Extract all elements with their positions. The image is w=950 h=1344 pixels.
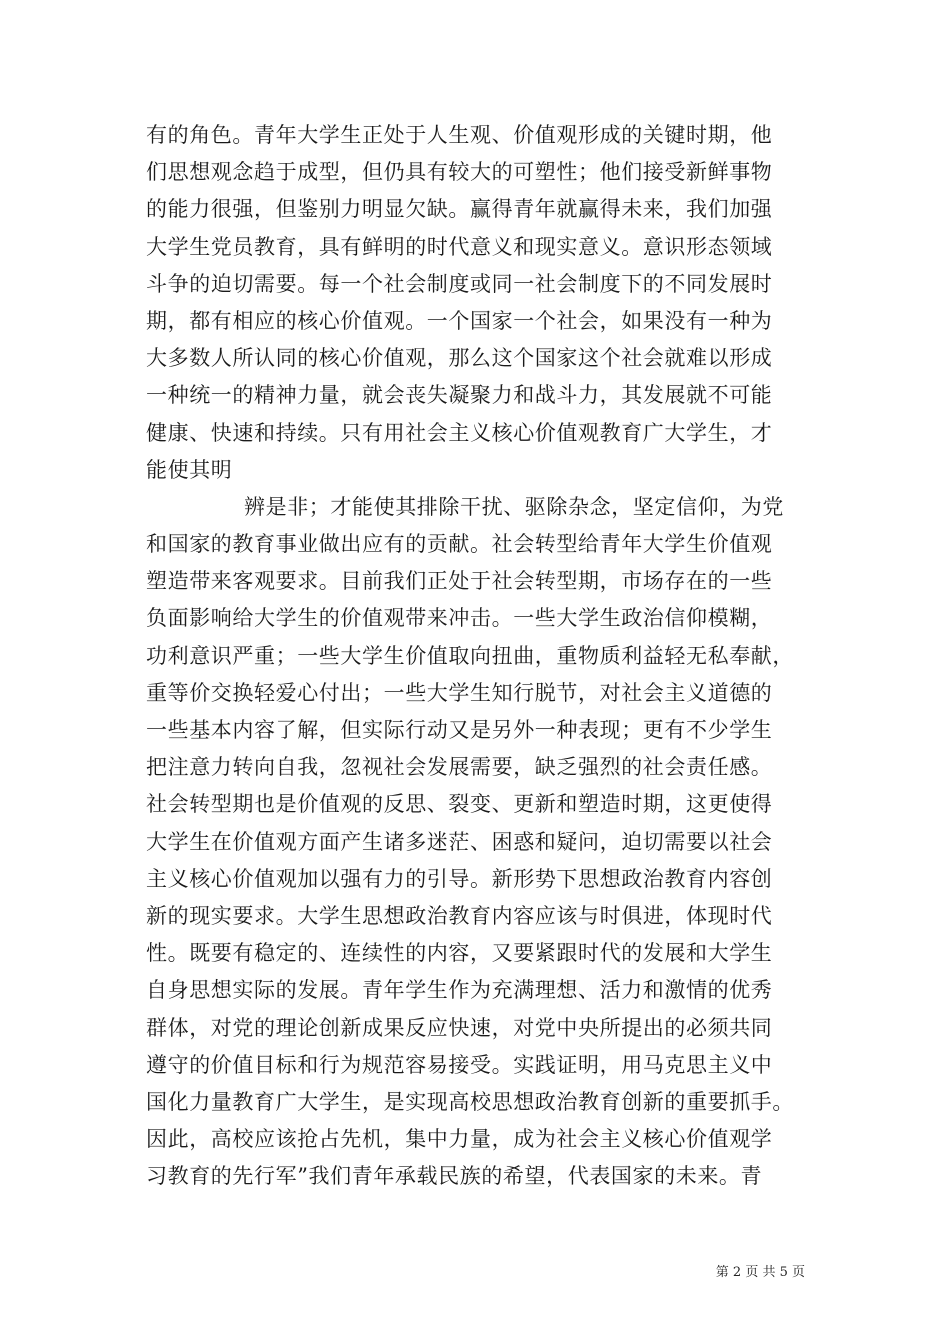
- text-line: 国化力量教育广大学生，是实现高校思想政治教育创新的重要抓手。: [146, 1089, 794, 1114]
- text-line: 社会转型期也是价值观的反思、裂变、更新和塑造时期，这更使得: [146, 792, 773, 817]
- text-line: 健康、快速和持续。只有用社会主义核心价值观教育广大学生，才: [146, 420, 773, 445]
- text-line: 塑造带来客观要求。目前我们正处于社会转型期，市场存在的一些: [146, 569, 773, 594]
- page-number-footer: 第 2 页 共 5 页: [715, 1265, 805, 1280]
- text-line: 能使其明: [146, 457, 233, 482]
- body-text: [146, 117, 811, 1195]
- text-line: 自身思想实际的发展。青年学生作为充满理想、活力和激情的优秀: [146, 978, 773, 1003]
- text-line: 负面影响给大学生的价值观带来冲击。一些大学生政治信仰模糊，: [146, 606, 773, 631]
- text-line: 新的现实要求。大学生思想政治教育内容应该与时俱进，体现时代: [146, 903, 773, 928]
- text-line: 因此，高校应该抢占先机，集中力量，成为社会主义核心价值观学: [146, 1127, 773, 1152]
- text-line: 主义核心价值观加以强有力的引导。新形势下思想政治教育内容创: [146, 866, 773, 891]
- text-line: 期，都有相应的核心价值观。一个国家一个社会，如果没有一种为: [146, 308, 773, 333]
- text-line: 习教育的先行军”我们青年承载民族的希望，代表国家的未来。青: [146, 1164, 763, 1189]
- text-line: 一些基本内容了解，但实际行动又是另外一种表现；更有不少学生: [146, 718, 773, 742]
- text-line: 们思想观念趋于成型，但仍具有较大的可塑性；他们接受新鲜事物: [146, 160, 773, 185]
- text-line: 一种统一的精神力量，就会丧失凝聚力和战斗力，其发展就不可能: [146, 383, 773, 408]
- text-line-indented: 辨是非；才能使其排除干扰、驱除杂念，坚定信仰，为党: [244, 494, 784, 519]
- text-line: 把注意力转向自我，忽视社会发展需要，缺乏强烈的社会责任感。: [146, 755, 773, 780]
- text-line: 和国家的教育事业做出应有的贡献。社会转型给青年大学生价值观: [146, 532, 773, 557]
- text-line: 重等价交换轻爱心付出；一些大学生知行脱节，对社会主义道德的: [146, 680, 773, 705]
- text-line: 斗争的迫切需要。每一个社会制度或同一社会制度下的不同发展时: [146, 271, 773, 296]
- text-line: 功利意识严重；一些大学生价值取向扭曲，重物质利益轻无私奉献，: [146, 643, 794, 668]
- text-line: 群体，对党的理论创新成果反应快速，对党中央所提出的必须共同: [146, 1015, 773, 1040]
- text-line: 大多数人所认同的核心价值观，那么这个国家这个社会就难以形成: [146, 346, 773, 371]
- text-line: 遵守的价值目标和行为规范容易接受。实践证明，用马克思主义中: [146, 1052, 773, 1077]
- text-line: 有的角色。青年大学生正处于人生观、价值观形成的关键时期，他: [146, 123, 773, 147]
- text-line: 性。既要有稳定的、连续性的内容，又要紧跟时代的发展和大学生: [146, 941, 773, 966]
- text-line: 大学生党员教育，具有鲜明的时代意义和现实意义。意识形态领域: [146, 234, 773, 259]
- text-line: 的能力很强，但鉴别力明显欠缺。赢得青年就赢得未来，我们加强: [146, 197, 773, 222]
- text-line: 大学生在价值观方面产生诸多迷茫、困惑和疑问，迫切需要以社会: [146, 829, 773, 854]
